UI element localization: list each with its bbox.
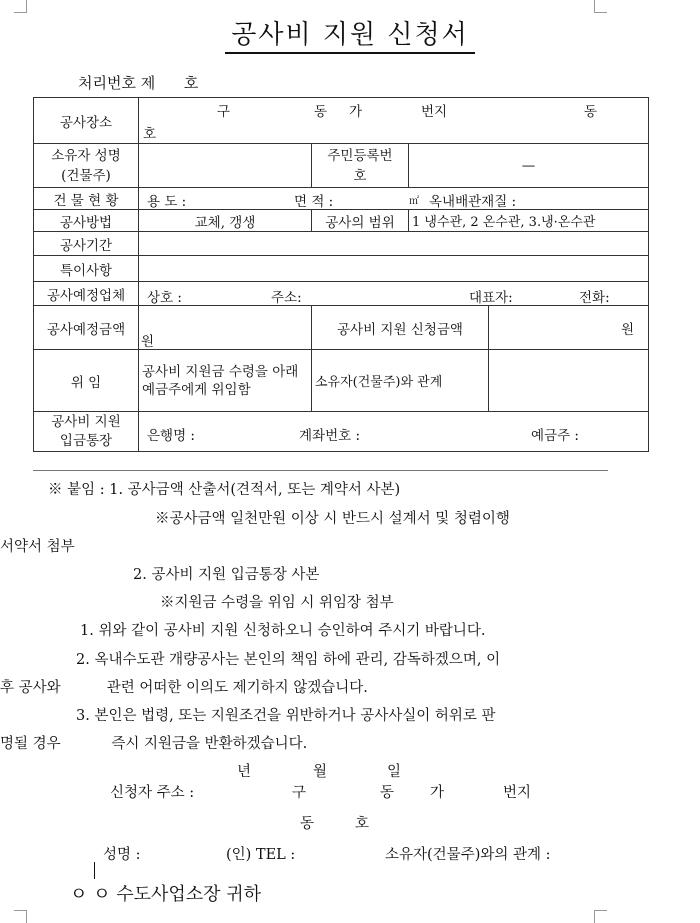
date-year: 년 bbox=[237, 764, 252, 780]
rrn-field[interactable]: — bbox=[409, 144, 649, 188]
applicant-dong: 동 bbox=[380, 785, 395, 801]
date-day: 일 bbox=[387, 764, 402, 780]
contractor-value[interactable]: 상호 : 주소: 대표자: 전화: bbox=[139, 282, 649, 306]
attachment-line-3: 서약서 첨부 bbox=[0, 539, 75, 555]
applicant-dong2: 동 bbox=[300, 816, 315, 832]
estimate-label: 공사예정금액 bbox=[34, 306, 139, 350]
request-amount-label: 공사비 지원 신청금액 bbox=[312, 306, 489, 350]
owner-label: 소유자 성명 (건물주) bbox=[34, 144, 139, 188]
notes-field[interactable] bbox=[139, 256, 649, 282]
site-label: 공사장소 bbox=[34, 98, 139, 144]
attachment-line-1: ※ 붙임 : 1. 공사금액 산출서(견적서, 또는 계약서 사본) bbox=[48, 482, 401, 498]
request-amount-field[interactable]: 원 bbox=[489, 306, 649, 350]
rrn-label: 주민등록번 호 bbox=[312, 144, 409, 188]
account-value[interactable]: 은행명 : 계좌번호 : 예금주 : bbox=[139, 412, 649, 452]
crop-mark-tr bbox=[594, 0, 607, 13]
page-title: 공사비 지원 신청서 bbox=[0, 14, 700, 51]
account-label: 공사비 지원 입금통장 bbox=[34, 412, 139, 452]
crop-mark-br bbox=[594, 910, 607, 923]
scope-label: 공사의 범위 bbox=[312, 210, 409, 232]
divider bbox=[33, 470, 608, 471]
scope-value[interactable]: 1 냉수관, 2 온수관, 3.냉·온수관 bbox=[409, 210, 649, 232]
applicant-ga: 가 bbox=[430, 785, 445, 801]
attachment-line-4: 2. 공사비 지원 입금통장 사본 bbox=[133, 567, 320, 583]
notes-label: 특이사항 bbox=[34, 256, 139, 282]
applicant-name-label: 성명 : bbox=[103, 847, 141, 863]
applicant-beonji: 번지 bbox=[503, 785, 532, 801]
statement-3a: 3. 본인은 법령, 또는 지원조건을 위반하거나 공사사실이 허위로 판 bbox=[76, 708, 496, 724]
applicant-ho: 호 bbox=[355, 816, 370, 832]
owner-name-field[interactable] bbox=[139, 144, 312, 188]
period-field[interactable] bbox=[139, 232, 649, 256]
relation-field[interactable] bbox=[489, 350, 649, 412]
period-label: 공사기간 bbox=[34, 232, 139, 256]
method-label: 공사방법 bbox=[34, 210, 139, 232]
relation-with-owner-label: 소유자(건물주)와의 관계 : bbox=[385, 847, 551, 863]
statement-2a: 2. 옥내수도관 개량공사는 본인의 책임 하에 관리, 감독하겠으며, 이 bbox=[76, 652, 501, 668]
statement-3b: 명될 경우 즉시 지원금을 반환하겠습니다. bbox=[0, 736, 308, 752]
relation-label: 소유자(건물주)와 관계 bbox=[312, 350, 489, 412]
text-cursor bbox=[94, 862, 95, 879]
crop-mark-bl bbox=[14, 910, 27, 923]
applicant-address-label: 신청자 주소 : bbox=[110, 785, 195, 801]
seal-tel-label: (인) TEL : bbox=[226, 847, 296, 863]
attachment-line-5: ※지원금 수령을 위임 시 위임장 첨부 bbox=[160, 595, 394, 611]
application-form-table bbox=[33, 97, 649, 452]
applicant-gu: 구 bbox=[292, 785, 307, 801]
building-label: 건 물 현 황 bbox=[34, 188, 139, 210]
statement-2b: 후 공사와 관련 어떠한 이의도 제기하지 않겠습니다. bbox=[0, 680, 368, 696]
estimate-field[interactable]: 원 bbox=[139, 306, 312, 350]
delegation-label: 위 임 bbox=[34, 350, 139, 412]
recipient-line: ㅇ ㅇ 수도사업소장 귀하 bbox=[70, 884, 262, 905]
date-month: 월 bbox=[313, 764, 328, 780]
contractor-label: 공사예정업체 bbox=[34, 282, 139, 306]
site-value[interactable]: 구 동 가 번지 동 호 bbox=[139, 98, 649, 144]
statement-1: 1. 위와 같이 공사비 지원 신청하오니 승인하여 주시기 바랍니다. bbox=[80, 623, 486, 639]
method-value[interactable]: 교체, 갱생 bbox=[139, 210, 312, 232]
process-number: 처리번호 제 호 bbox=[78, 74, 199, 92]
attachment-line-2: ※공사금액 일천만원 이상 시 반드시 설계서 및 청렴이행 bbox=[155, 511, 510, 527]
delegation-text: 공사비 지원금 수령을 아래 예금주에게 위임함 bbox=[139, 350, 312, 412]
building-value[interactable]: 용 도 : 면 적 : ㎡ 옥내배관재질 : bbox=[139, 188, 649, 210]
crop-mark-tl bbox=[14, 0, 27, 13]
